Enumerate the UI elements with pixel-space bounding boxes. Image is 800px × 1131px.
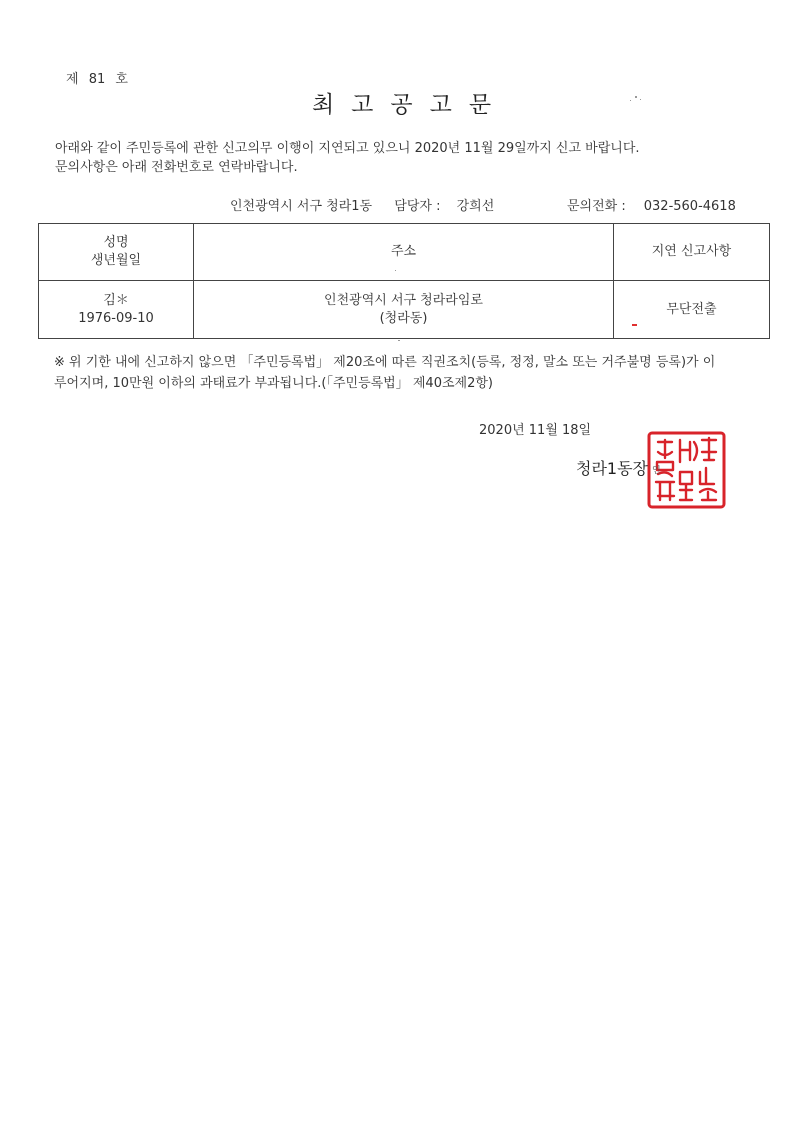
contact-phone: 032-560-4618 — [643, 199, 736, 214]
cell-address-line: 인천광역시 서구 청라라임로 — [324, 292, 483, 308]
contact-label: 문의전화 : — [567, 199, 626, 214]
scan-speck — [635, 96, 637, 98]
office-name: 인천광역시 서구 청라1동 — [230, 199, 373, 214]
cell-address-sub: (청라동) — [379, 310, 428, 326]
manager-name: 강희선 — [456, 199, 495, 214]
header-name: 성명 — [103, 235, 129, 250]
scan-speck — [640, 99, 641, 100]
legal-note — [54, 352, 715, 394]
document-number: 제 81 호 — [66, 72, 128, 87]
cell-name-birth — [39, 281, 194, 339]
table-row — [39, 281, 770, 339]
issuer-name: 청라1동장 — [576, 459, 649, 478]
manager-label: 담당자 : — [394, 199, 441, 214]
header-birth: 생년월일 — [90, 253, 142, 268]
seal-word: 인 — [652, 466, 661, 476]
red-mark — [632, 324, 637, 326]
intro-line-2: 문의사항은 아래 전화번호로 연락바랍니다. — [55, 160, 298, 175]
cell-item: 무단전출 — [614, 281, 770, 339]
scan-speck — [398, 340, 400, 341]
document-title: 최고공고문 — [311, 92, 509, 118]
issue-date: 2020년 11월 18일 — [479, 423, 592, 438]
office-line — [230, 195, 494, 214]
intro-text — [55, 139, 640, 177]
cell-name: 김＊ — [103, 292, 129, 308]
header-name-birth — [39, 224, 194, 281]
header-item: 지연 신고사항 — [614, 224, 770, 281]
legal-note-line-1: ※ 위 기한 내에 신고하지 않으면 「주민등록법」 제20조에 따른 직권조치(등록, 정정, 말소 또는 거주불명 등록)가 이 — [54, 355, 716, 370]
header-address: 주소 — [194, 224, 614, 281]
intro-line-1: 아래와 같이 주민등록에 관한 신고의무 이행이 지연되고 있으니 2020년 11월 29일까지 신고 바랍니다. — [55, 141, 640, 156]
table-header-row — [39, 224, 770, 281]
legal-note-line-2: 루어지며, 10만원 이하의 과태료가 부과됩니다.(「주민등록법」 제40조제2항) — [54, 376, 493, 391]
cell-address — [194, 281, 614, 339]
contact-line — [567, 195, 736, 214]
notice-table — [38, 223, 770, 339]
scan-speck — [630, 100, 631, 101]
cell-birth: 1976-09-10 — [78, 310, 154, 326]
scan-speck — [395, 270, 396, 271]
